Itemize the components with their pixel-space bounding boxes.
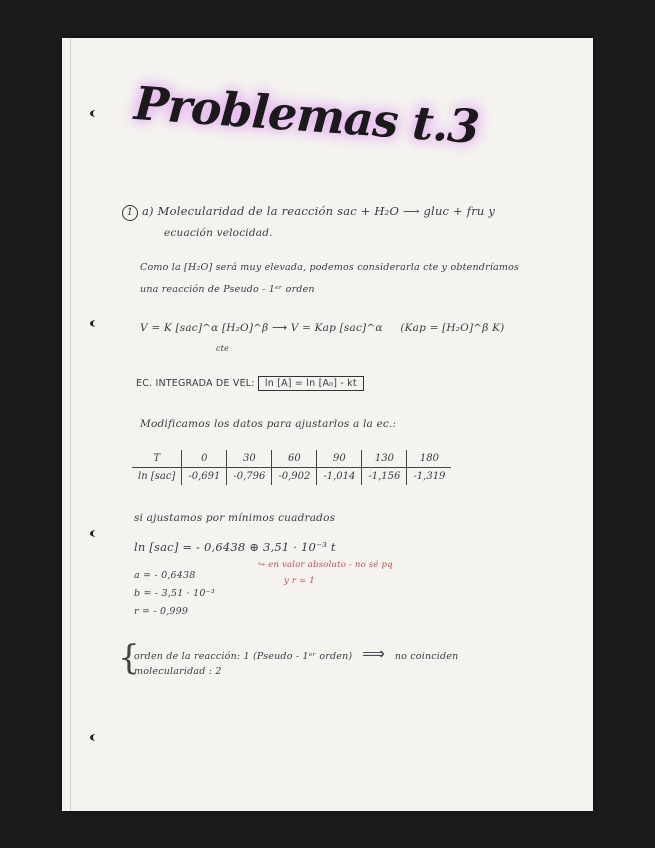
table-cell: 60 [272,450,317,468]
binder-hole [90,530,102,537]
table-cell: 0 [182,450,227,468]
conclusion-result: no coinciden [394,651,459,662]
table-row [132,468,451,486]
curly-brace: { [118,638,140,678]
intro-line-2: una reacción de Pseudo - 1ᵉʳ orden [140,284,315,295]
problem-line-2: ecuación velocidad. [164,227,273,239]
apparent-rate-law: V = Kap [sac]^α [290,322,383,334]
kap-definition: (Kap = [H₂O]^β K) [400,322,505,334]
page-title: Problemas t.3 [132,76,481,154]
integrated-label: EC. INTEGRADA DE VEL: [136,378,255,389]
binder-hole [90,734,102,741]
table-cell: -0,796 [227,468,272,486]
note-r-value: y r = 1 [284,576,315,586]
table-cell: 130 [362,450,407,468]
table-cell: -0,902 [272,468,317,486]
modify-text: Modificamos los datos para ajustarlos a la ec.: [140,418,397,430]
conclusion-molecularity: molecularidad : 2 [134,666,222,677]
table-cell: -0,691 [182,468,227,486]
table-cell: -1,156 [362,468,407,486]
cte-label: cte [216,344,230,353]
table-cell: -1,319 [407,468,452,486]
table-cell: 180 [407,450,452,468]
param-r: r = - 0,999 [134,606,189,617]
table-cell: 30 [227,450,272,468]
margin-line [70,38,71,811]
conclusion-order [134,644,458,663]
intro-line-1: Como la [H₂O] será muy elevada, podemos considerarla cte y obtendríamos [140,262,520,273]
table-cell: -1,014 [317,468,362,486]
problem-line-1 [122,204,495,221]
data-table [132,450,451,485]
implies-arrow: ⟹ [362,644,386,663]
table-cell: T [132,450,182,468]
rate-equation [140,322,504,334]
binder-hole [90,320,102,327]
table-cell: ln [sac] [138,471,176,482]
binder-hole [90,110,102,117]
fit-text: si ajustamos por mínimos cuadrados [134,512,336,524]
notebook-page [62,38,593,811]
integrated-equation [136,378,364,389]
problem-number: 1 [122,205,138,221]
table-header-row [132,450,451,468]
fit-equation: ln [sac] = - 0,6438 ⊕ 3,51 · 10⁻³ t [134,540,336,554]
problem-text: a) Molecularidad de la reacción sac + H₂O ⟶ gluc + fru y [142,204,496,218]
table-cell: 90 [317,450,362,468]
order-text: orden de la reacción: 1 (Pseudo - 1ᵉʳ orden) [134,651,353,662]
param-a: a = - 0,6438 [134,570,196,581]
note-absolute-value: ↪ en valor absoluto - no sé pq [258,560,393,570]
rate-law: V = K [sac]^α [H₂O]^β [140,322,269,334]
param-b: b = - 3,51 · 10⁻³ [134,588,215,599]
rate-arrow: ⟶ [271,322,288,334]
integrated-formula: ln [A] = ln [A₀] - kt [258,376,364,391]
